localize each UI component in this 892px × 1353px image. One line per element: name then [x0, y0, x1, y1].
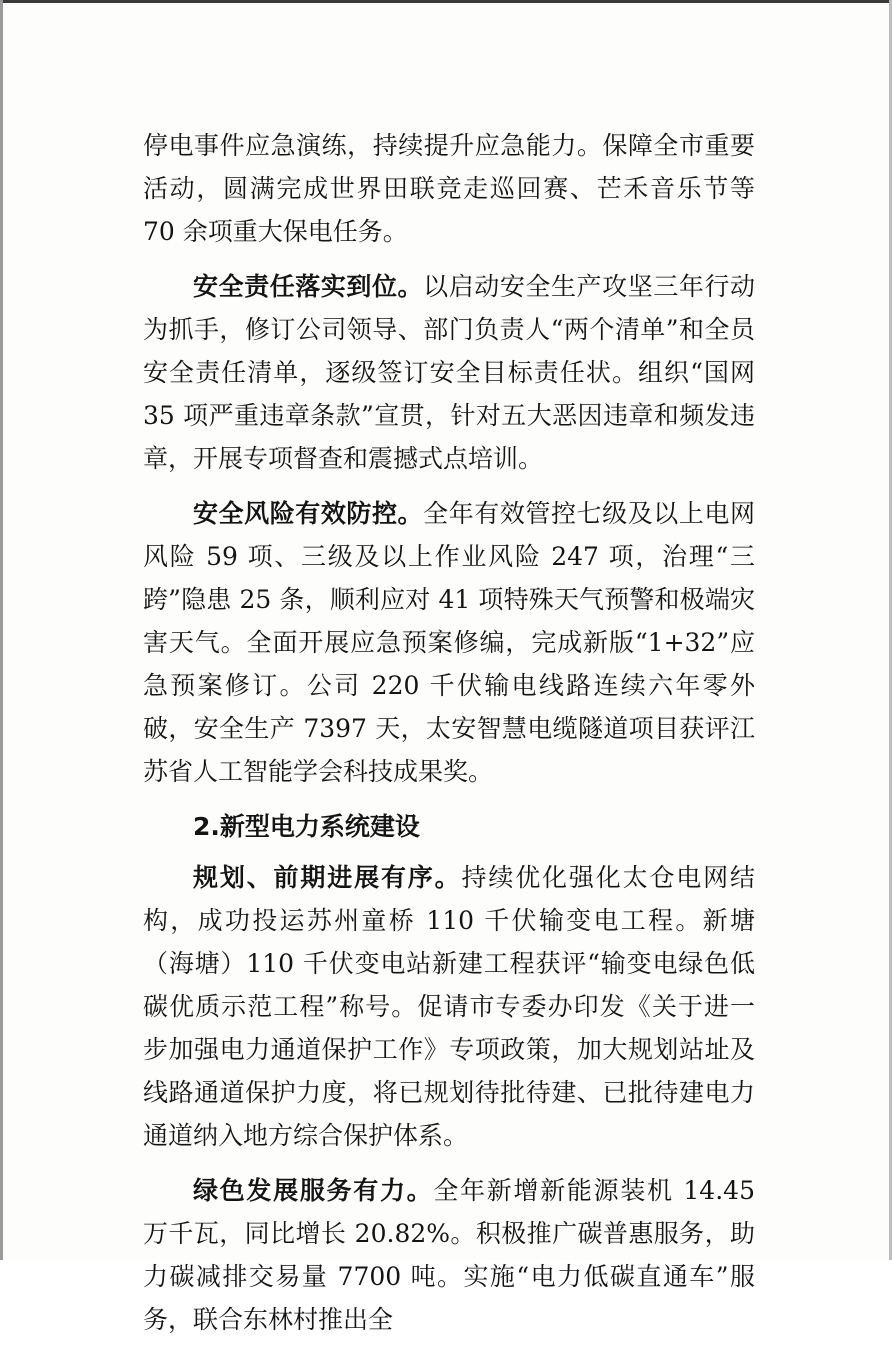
document-body [143, 124, 755, 1353]
paragraph-green-development [143, 1169, 755, 1341]
scan-left-edge [0, 0, 3, 1260]
paragraph-planning [143, 856, 755, 1157]
paragraph-continued [143, 124, 755, 253]
paragraph-risk-control [143, 492, 755, 793]
paragraph-lead: 绿色发展服务有力。 [193, 1176, 434, 1205]
paragraph-text: 停电事件应急演练，持续提升应急能力。保障全市重要活动，圆满完成世界田联竞走巡回赛、芒禾音乐节等 70 余项重大保电任务。 [143, 131, 755, 246]
section-heading-text: 2.新型电力系统建设 [193, 812, 420, 841]
scan-top-edge [0, 0, 892, 3]
paragraph-safety-responsibility [143, 265, 755, 480]
paragraph-text: 以启动安全生产攻坚三年行动为抓手，修订公司领导、部门负责人“两个清单”和全员安全责任清单，逐级签订安全目标责任状。组织“国网 35 项严重违章条款”宣贯，针对五大恶因违章和频发违章，开展专项督查和震撼式点培训。 [143, 272, 755, 473]
paragraph-lead: 安全责任落实到位。 [193, 272, 424, 301]
paragraph-text: 持续优化强化太仓电网结构，成功投运苏州童桥 110 千伏输变电工程。新塘（海塘）110 千伏变电站新建工程获评“输变电绿色低碳优质示范工程”称号。促请市专委办印发《关于进一步加强电力通道保护工作》专项政策，加大规划站址及线路通道保护力度，将已规划待批待建、已批待建电力通道纳入地方综合保护体系。 [143, 863, 755, 1150]
paragraph-lead: 规划、前期进展有序。 [193, 863, 462, 892]
paragraph-text: 全年新增新能源装机 14.45 万千瓦，同比增长 20.82%。积极推广碳普惠服务，助力碳减排交易量 7700 吨。实施“电力低碳直通车”服务，联合东林村推出全 [143, 1176, 755, 1334]
paragraph-text: 全年有效管控七级及以上电网风险 59 项、三级及以上作业风险 247 项，治理“三跨”隐患 25 条，顺利应对 41 项特殊天气预警和极端灾害天气。全面开展应急预案修编，完成新版“1+32”应急预案修订。公司 220 千伏输电线路连续六年零外破，安全生产 7397 天，太安智慧电缆隧道项目获评江苏省人工智能学会科技成果奖。 [143, 499, 755, 786]
paragraph-lead: 安全风险有效防控。 [193, 499, 424, 528]
section-heading [143, 805, 755, 848]
